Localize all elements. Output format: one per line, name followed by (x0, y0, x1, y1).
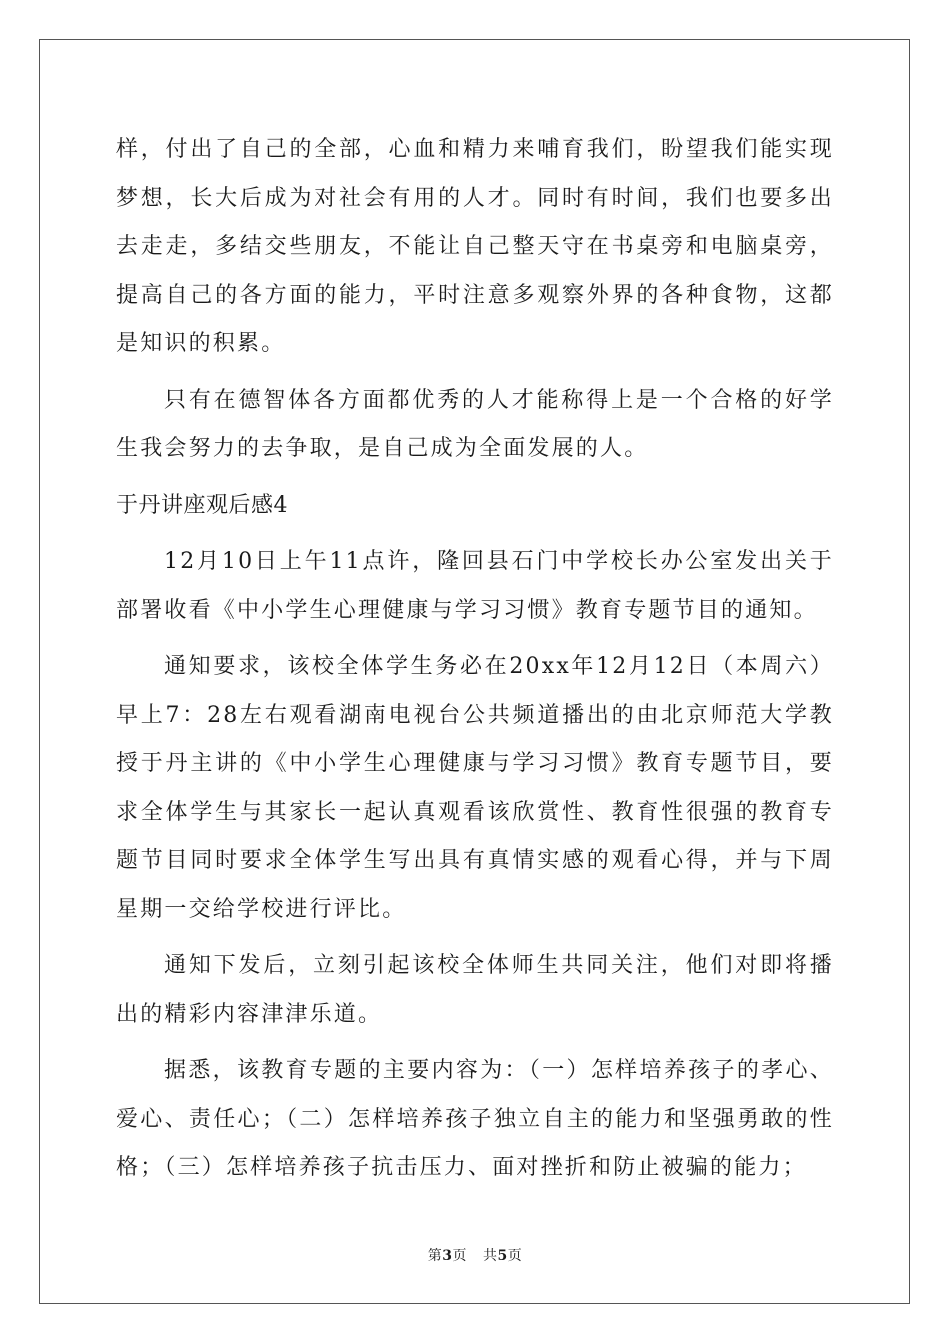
paragraph: 通知要求，该校全体学生务必在20xx年12月12日（本周六）早上7：28左右观看湖南电视台公共频道播出的由北京师范大学教授于丹主讲的《中小学生心理健康与学习习惯》教育专题节目，要求全体学生与其家长一起认真观看该欣赏性、教育性很强的教育专题节目同时要求全体学生写出具有真情实感的观看心得，并与下周星期一交给学校进行评比。 (116, 654, 834, 922)
document-body (116, 126, 834, 1193)
section-heading: 于丹讲座观后感4 (116, 492, 288, 518)
page-footer (0, 1245, 950, 1265)
paragraph: 只有在德智体各方面都优秀的人才能称得上是一个合格的好学生我会努力的去争取，是自己成为全面发展的人。 (116, 387, 834, 461)
paragraph: 12月10日上午11点许，隆回县石门中学校长办公室发出关于部署收看《中小学生心理健康与学习习惯》教育专题节目的通知。 (116, 549, 834, 623)
paragraph: 通知下发后，立刻引起该校全体师生共同关注，他们对即将播出的精彩内容津津乐道。 (116, 953, 834, 1027)
paragraph: 样，付出了自己的全部，心血和精力来哺育我们，盼望我们能实现梦想，长大后成为对社会有用的人才。同时有时间，我们也要多出去走走，多结交些朋友，不能让自己整天守在书桌旁和电脑桌旁，提高自己的各方面的能力，平时注意多观察外界的各种食物，这都是知识的积累。 (116, 137, 834, 356)
paragraph: 据悉，该教育专题的主要内容为：（一）怎样培养孩子的孝心、爱心、责任心；（二）怎样培养孩子独立自主的能力和坚强勇敢的性格；（三）怎样培养孩子抗击压力、面对挫折和防止被骗的能力； (116, 1058, 834, 1180)
page-number-label: 第3页 (427, 1248, 467, 1264)
page-total-label: 共5页 (483, 1248, 523, 1264)
